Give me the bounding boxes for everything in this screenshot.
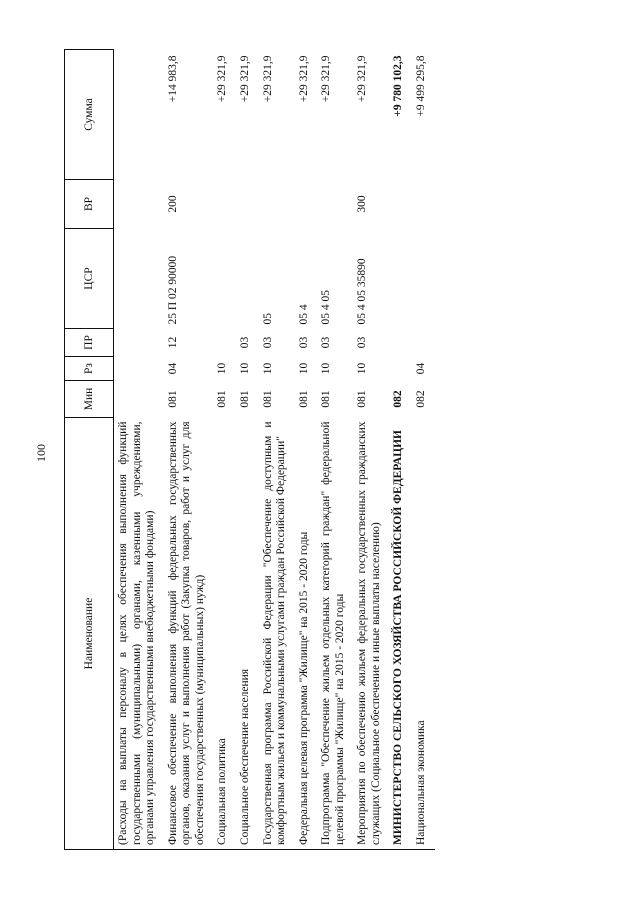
table-header bbox=[65, 50, 114, 850]
cell-min: 081 bbox=[320, 390, 333, 408]
cell-pr: 03 bbox=[238, 336, 251, 349]
cell-name: Подпрограмма "Обеспечение жильем отдельных категорий граждан" федеральной целевой программы "Жилище" на 2015 - 2020 годы bbox=[317, 418, 353, 850]
cell-csr bbox=[412, 229, 435, 329]
cell-csr bbox=[389, 229, 412, 329]
cell-sum: +9 499 295,8 bbox=[415, 55, 427, 117]
cell-min: 082 bbox=[415, 390, 427, 408]
cell-name: Федеральная целевая программа "Жилище" на 2015 - 2020 годы bbox=[295, 418, 318, 850]
cell-pr bbox=[213, 329, 236, 357]
cell-vr bbox=[317, 180, 353, 229]
header-pr: ПР bbox=[65, 329, 114, 357]
cell-sum: +29 321,9 bbox=[356, 55, 369, 103]
table-body bbox=[114, 50, 435, 850]
cell-vr bbox=[412, 180, 435, 229]
cell-pr: 12 bbox=[166, 336, 179, 349]
cell-sum bbox=[114, 50, 164, 180]
cell-rz: 10 bbox=[320, 362, 333, 375]
header-name: Наименование bbox=[65, 418, 114, 850]
header-sum: Сумма bbox=[65, 50, 114, 180]
header-min: Мин bbox=[65, 381, 114, 418]
cell-sum: +29 321,9 bbox=[216, 55, 229, 103]
cell-csr bbox=[213, 229, 236, 329]
cell-sum: +29 321,9 bbox=[261, 55, 274, 103]
table-row bbox=[295, 50, 318, 850]
cell-rz: 04 bbox=[166, 362, 179, 375]
cell-pr: 03 bbox=[297, 336, 310, 349]
table-row bbox=[412, 50, 435, 850]
cell-vr bbox=[295, 180, 318, 229]
header-vr: ВР bbox=[65, 180, 114, 229]
cell-csr: 25 П 02 90000 bbox=[166, 255, 179, 325]
cell-pr: 03 bbox=[320, 336, 333, 349]
cell-name: Социальная политика bbox=[213, 418, 236, 850]
cell-min: 081 bbox=[356, 390, 369, 408]
cell-rz: 10 bbox=[238, 362, 251, 375]
cell-vr bbox=[114, 180, 164, 229]
cell-min: 081 bbox=[166, 390, 179, 408]
cell-rz bbox=[114, 357, 164, 381]
cell-csr: 05 4 bbox=[297, 304, 310, 325]
table-row bbox=[259, 50, 295, 850]
cell-name: (Расходы на выплаты персоналу в целях обеспечения выполнения функций государственными (муниципальными) органами, казенными учреждениями, органами управления государственными внебюджетными фондами) bbox=[114, 418, 164, 850]
cell-sum: +29 321,9 bbox=[297, 55, 310, 103]
cell-csr: 05 bbox=[261, 313, 274, 325]
table-row bbox=[236, 50, 259, 850]
table-row bbox=[164, 50, 214, 850]
cell-min: 081 bbox=[238, 390, 251, 408]
cell-pr: 03 bbox=[261, 336, 274, 349]
table-row bbox=[114, 50, 164, 850]
cell-rz: 10 bbox=[216, 362, 229, 375]
cell-name: МИНИСТЕРСТВО СЕЛЬСКОГО ХОЗЯЙСТВА РОССИЙСКОЙ ФЕДЕРАЦИИ bbox=[389, 418, 412, 850]
table-row bbox=[213, 50, 236, 850]
cell-pr bbox=[389, 329, 412, 357]
cell-min: 081 bbox=[216, 390, 229, 408]
table-row bbox=[353, 50, 389, 850]
header-rz: Рз bbox=[65, 357, 114, 381]
cell-min bbox=[114, 381, 164, 418]
budget-table bbox=[64, 49, 435, 850]
cell-vr bbox=[213, 180, 236, 229]
cell-vr bbox=[236, 180, 259, 229]
cell-csr: 05 4 05 35890 bbox=[356, 258, 369, 325]
page-number: 100 bbox=[34, 444, 48, 462]
cell-csr bbox=[114, 229, 164, 329]
cell-vr: 300 bbox=[356, 195, 369, 213]
table-row bbox=[317, 50, 353, 850]
cell-csr bbox=[236, 229, 259, 329]
cell-sum: +9 780 102,3 bbox=[392, 55, 405, 117]
cell-pr bbox=[114, 329, 164, 357]
table-row bbox=[389, 50, 412, 850]
cell-min: 082 bbox=[392, 390, 405, 408]
cell-rz bbox=[389, 357, 412, 381]
cell-sum: +14 983,8 bbox=[166, 55, 179, 103]
cell-min: 081 bbox=[261, 390, 274, 408]
cell-vr bbox=[259, 180, 295, 229]
cell-name: Социальное обеспечение населения bbox=[236, 418, 259, 850]
cell-name: Финансовое обеспечение выполнения функций федеральных государственных органов, оказания услуг и выполнения работ (Закупка товаров, работ и услуг для обеспечения государственных (муниципальных) нужд) bbox=[164, 418, 214, 850]
cell-sum: +29 321,9 bbox=[238, 55, 251, 103]
cell-name: Мероприятия по обеспечению жильем федеральных государственных гражданских служащих (Социальное обеспечение и иные выплаты населению) bbox=[353, 418, 389, 850]
budget-table-page bbox=[64, 50, 589, 850]
cell-rz: 10 bbox=[356, 362, 369, 375]
cell-rz: 04 bbox=[415, 362, 427, 375]
cell-pr: 03 bbox=[356, 336, 369, 349]
cell-rz: 10 bbox=[261, 362, 274, 375]
cell-sum: +29 321,9 bbox=[320, 55, 333, 103]
cell-name: Национальная экономика bbox=[412, 418, 435, 850]
cell-min: 081 bbox=[297, 390, 310, 408]
cell-name: Государственная программа Российской Федерации "Обеспечение доступным и комфортным жильем и коммунальными услугами граждан Российской Федерации" bbox=[259, 418, 295, 850]
cell-vr: 200 bbox=[166, 195, 179, 213]
cell-pr bbox=[412, 329, 435, 357]
header-csr: ЦСР bbox=[65, 229, 114, 329]
cell-csr: 05 4 05 bbox=[320, 290, 333, 325]
cell-vr bbox=[389, 180, 412, 229]
header-row bbox=[65, 50, 114, 850]
cell-rz: 10 bbox=[297, 362, 310, 375]
